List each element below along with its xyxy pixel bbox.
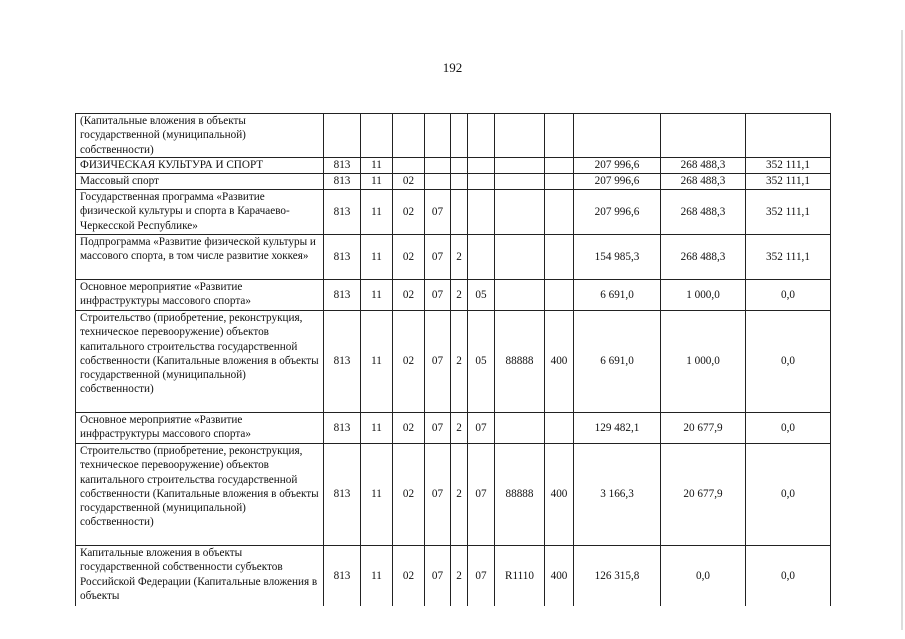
cell-vr	[545, 158, 574, 174]
cell-year-2	[661, 114, 746, 158]
cell-event: 07	[468, 546, 495, 606]
cell-year-2: 268 488,3	[661, 158, 746, 174]
cell-program	[425, 174, 451, 190]
cell-pr: 02	[393, 174, 425, 190]
cell-year-1	[574, 114, 661, 158]
cell-program: 07	[425, 311, 451, 413]
row-name: Капитальные вложения в объекты государственной собственности субъектов Российской Федерации (Капитальные вложения в объекты	[76, 546, 324, 606]
cell-ved	[324, 114, 361, 158]
cell-vr	[545, 235, 574, 280]
cell-program: 07	[425, 235, 451, 280]
cell-vr	[545, 174, 574, 190]
row-name: (Капитальные вложения в объекты государственной (муниципальной) собственности)	[76, 114, 324, 158]
cell-year-1: 6 691,0	[574, 280, 661, 311]
table-row	[76, 158, 831, 174]
cell-rz: 11	[361, 174, 393, 190]
cell-direction	[495, 174, 545, 190]
cell-direction	[495, 413, 545, 444]
row-name: Строительство (приобретение, реконструкция, техническое перевооружение) объектов капитального строительства государственной собственности (Капитальные вложения в объекты государственной (муниципальной) собственности)	[76, 311, 324, 413]
cell-year-1: 207 996,6	[574, 158, 661, 174]
cell-year-3: 352 111,1	[746, 158, 831, 174]
cell-direction	[495, 114, 545, 158]
cell-rz: 11	[361, 280, 393, 311]
cell-pr: 02	[393, 190, 425, 235]
cell-subprogram	[451, 190, 468, 235]
cell-pr: 02	[393, 311, 425, 413]
cell-rz: 11	[361, 413, 393, 444]
page-number: 192	[442, 60, 463, 75]
budget-table	[75, 113, 831, 606]
cell-year-3: 352 111,1	[746, 190, 831, 235]
cell-event	[468, 158, 495, 174]
cell-ved: 813	[324, 413, 361, 444]
cell-pr: 02	[393, 444, 425, 546]
cell-pr: 02	[393, 235, 425, 280]
cell-rz: 11	[361, 158, 393, 174]
cell-direction	[495, 235, 545, 280]
cell-program	[425, 158, 451, 174]
cell-subprogram	[451, 158, 468, 174]
table-row	[76, 114, 831, 158]
cell-pr: 02	[393, 413, 425, 444]
cell-subprogram: 2	[451, 311, 468, 413]
table-row	[76, 190, 831, 235]
cell-direction	[495, 280, 545, 311]
scan-edge-mark	[901, 30, 903, 630]
cell-year-1: 129 482,1	[574, 413, 661, 444]
cell-subprogram: 2	[451, 444, 468, 546]
cell-year-2: 1 000,0	[661, 280, 746, 311]
cell-subprogram: 2	[451, 235, 468, 280]
cell-direction	[495, 190, 545, 235]
cell-event: 05	[468, 311, 495, 413]
cell-year-3: 0,0	[746, 311, 831, 413]
table-row	[76, 311, 831, 413]
row-name: Массовый спорт	[76, 174, 324, 190]
cell-year-2: 20 677,9	[661, 444, 746, 546]
cell-vr: 400	[545, 444, 574, 546]
cell-ved: 813	[324, 174, 361, 190]
row-name: ФИЗИЧЕСКАЯ КУЛЬТУРА И СПОРТ	[76, 158, 324, 174]
cell-year-3: 0,0	[746, 444, 831, 546]
cell-event: 05	[468, 280, 495, 311]
cell-ved: 813	[324, 280, 361, 311]
cell-vr: 400	[545, 311, 574, 413]
cell-event: 07	[468, 444, 495, 546]
cell-year-2: 20 677,9	[661, 413, 746, 444]
cell-year-1: 6 691,0	[574, 311, 661, 413]
cell-ved: 813	[324, 311, 361, 413]
cell-program: 07	[425, 280, 451, 311]
table-row	[76, 235, 831, 280]
cell-year-1: 126 315,8	[574, 546, 661, 606]
cell-event	[468, 190, 495, 235]
table-row	[76, 280, 831, 311]
cell-subprogram: 2	[451, 280, 468, 311]
row-name: Строительство (приобретение, реконструкция, техническое перевооружение) объектов капитального строительства государственной собственности (Капитальные вложения в объекты государственной (муниципальной) собственности)	[76, 444, 324, 546]
cell-rz: 11	[361, 235, 393, 280]
cell-ved: 813	[324, 235, 361, 280]
cell-vr	[545, 114, 574, 158]
cell-year-2: 268 488,3	[661, 190, 746, 235]
cell-event	[468, 114, 495, 158]
table-row	[76, 444, 831, 546]
cell-year-3	[746, 114, 831, 158]
cell-rz: 11	[361, 190, 393, 235]
cell-program	[425, 114, 451, 158]
cell-program: 07	[425, 444, 451, 546]
row-name: Основное мероприятие «Развитие инфраструктуры массового спорта»	[76, 280, 324, 311]
cell-year-1: 207 996,6	[574, 190, 661, 235]
cell-year-3: 352 111,1	[746, 235, 831, 280]
cell-direction	[495, 158, 545, 174]
table-row	[76, 413, 831, 444]
cell-pr: 02	[393, 280, 425, 311]
cell-program: 07	[425, 190, 451, 235]
cell-rz	[361, 114, 393, 158]
budget-table-body	[76, 114, 831, 606]
cell-year-2: 0,0	[661, 546, 746, 606]
cell-year-1: 207 996,6	[574, 174, 661, 190]
cell-direction: R1110	[495, 546, 545, 606]
cell-subprogram	[451, 114, 468, 158]
row-name: Подпрограмма «Развитие физической культуры и массового спорта, в том числе развитие хоккея»	[76, 235, 324, 280]
cell-year-3: 0,0	[746, 280, 831, 311]
cell-year-1: 3 166,3	[574, 444, 661, 546]
cell-event: 07	[468, 413, 495, 444]
cell-year-3: 0,0	[746, 413, 831, 444]
cell-pr	[393, 114, 425, 158]
cell-ved: 813	[324, 190, 361, 235]
table-row	[76, 174, 831, 190]
cell-ved: 813	[324, 546, 361, 606]
cell-year-3: 352 111,1	[746, 174, 831, 190]
cell-direction: 88888	[495, 311, 545, 413]
cell-year-1: 154 985,3	[574, 235, 661, 280]
cell-subprogram: 2	[451, 413, 468, 444]
cell-year-2: 1 000,0	[661, 311, 746, 413]
cell-vr	[545, 190, 574, 235]
cell-rz: 11	[361, 311, 393, 413]
cell-vr: 400	[545, 546, 574, 606]
table-row	[76, 546, 831, 606]
cell-vr	[545, 280, 574, 311]
cell-pr	[393, 158, 425, 174]
cell-year-2: 268 488,3	[661, 235, 746, 280]
cell-rz: 11	[361, 444, 393, 546]
row-name: Основное мероприятие «Развитие инфраструктуры массового спорта»	[76, 413, 324, 444]
row-name: Государственная программа «Развитие физической культуры и спорта в Карачаево-Черкесской Республике»	[76, 190, 324, 235]
cell-ved: 813	[324, 158, 361, 174]
cell-ved: 813	[324, 444, 361, 546]
cell-year-3: 0,0	[746, 546, 831, 606]
cell-subprogram	[451, 174, 468, 190]
cell-program: 07	[425, 413, 451, 444]
cell-event	[468, 235, 495, 280]
cell-year-2: 268 488,3	[661, 174, 746, 190]
cell-pr: 02	[393, 546, 425, 606]
cell-rz: 11	[361, 546, 393, 606]
cell-subprogram: 2	[451, 546, 468, 606]
cell-program: 07	[425, 546, 451, 606]
cell-vr	[545, 413, 574, 444]
cell-event	[468, 174, 495, 190]
cell-direction: 88888	[495, 444, 545, 546]
